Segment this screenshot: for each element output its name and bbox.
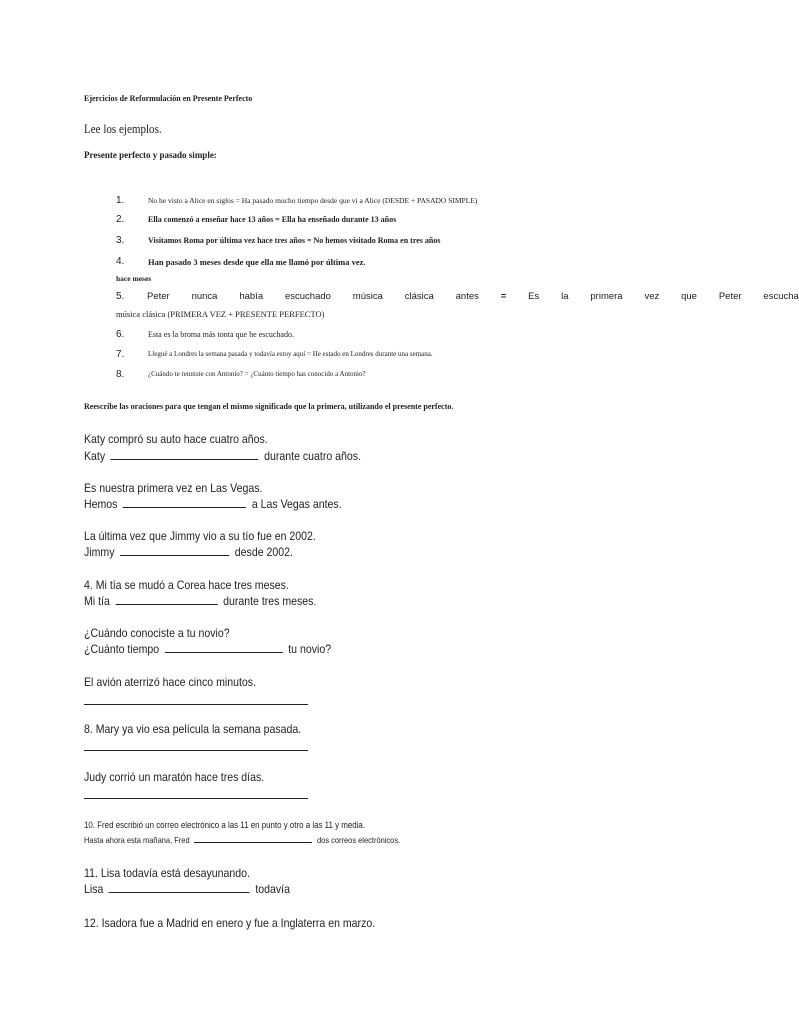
answer-end: dos correos electrónicos.	[316, 835, 401, 845]
answer-start: Katy	[84, 449, 106, 463]
instructions: Reescribe las oraciones para que tengan el mismo significado que la primera, utilizando el presente perfecto.	[84, 402, 454, 411]
answer-start: Hemos	[84, 497, 118, 511]
list-text: ¿Cuándo te reuniste con Antonio? = ¿Cuánto tiempo has conocido a Antonio?	[148, 370, 366, 378]
exercise-prompt: 4. Mi tía se mudó a Corea hace tres meses.	[84, 578, 289, 592]
word: la	[561, 291, 569, 302]
blank-field[interactable]	[111, 459, 259, 460]
exercise-prompt: 12. Isadora fue a Madrid en enero y fue a Inglaterra en marzo.	[84, 916, 376, 930]
exercise-prompt: 8. Mary ya vio esa película la semana pasada.	[84, 722, 302, 736]
exercise-answer-line	[84, 594, 316, 608]
exercise-prompt: Judy corrió un maratón hace tres días.	[84, 770, 265, 784]
word: clásica	[404, 291, 434, 302]
answer-end: a Las Vegas antes.	[251, 497, 342, 511]
list-text: No he visto a Alice en siglos = Ha pasado mucho tiempo desde que vi a Alice (DESDE + PASADO SIMPLE)	[148, 196, 478, 205]
answer-start: Hasta ahora esta mañana, Fred	[84, 835, 190, 845]
answer-end: todavía	[255, 882, 290, 896]
justified-line	[147, 291, 799, 302]
exercise-answer-line	[84, 882, 290, 896]
blank-field[interactable]	[84, 798, 308, 799]
exercise-prompt: 10. Fred escribió un correo electrónico a las 11 en punto y otro a las 11 y media.	[84, 820, 366, 830]
exercise-prompt: 11. Lisa todavía está desayunando.	[84, 866, 250, 880]
word: escuchado	[284, 291, 331, 302]
blank-field[interactable]	[194, 842, 312, 843]
list-item-note: hace meses	[116, 274, 152, 283]
exercise-prompt: Katy compró su auto hace cuatro años.	[84, 432, 268, 446]
answer-end: durante tres meses.	[223, 594, 317, 608]
word: Peter	[147, 291, 170, 302]
list-text: Ella comenzó a enseñar hace 13 años = Ella ha enseñado durante 13 años	[148, 215, 397, 224]
word: Es	[528, 291, 540, 302]
blank-field[interactable]	[115, 604, 217, 605]
exercise-prompt: ¿Cuándo conociste a tu novio?	[84, 626, 230, 640]
exercise-prompt: Es nuestra primera vez en Las Vegas.	[84, 481, 263, 495]
exercise-prompt: La última vez que Jimmy vio a su tío fue en 2002.	[84, 529, 316, 543]
blank-field[interactable]	[165, 652, 283, 653]
list-text: Han pasado 3 meses desde que ella me llamó por última vez.	[148, 257, 366, 267]
word: escucha	[763, 291, 799, 302]
word: había	[239, 291, 264, 302]
blank-field[interactable]	[109, 892, 250, 893]
list-item-continuation: música clásica (PRIMERA VEZ + PRESENTE PERFECTO)	[116, 309, 325, 319]
list-number: 7.	[116, 349, 125, 360]
list-number: 3.	[116, 235, 125, 246]
list-text: Esta es la broma más tonta que he escuchado.	[148, 330, 294, 339]
exercise-answer-line	[84, 449, 361, 463]
word: música	[352, 291, 383, 302]
list-number: 5.	[116, 291, 125, 302]
list-text: Llegué a Londres la semana pasada y todavía estoy aquí = He estado en Londres durante una semana.	[148, 350, 433, 358]
answer-start: Jimmy	[84, 545, 115, 559]
word: que	[681, 291, 697, 302]
answer-start: Lisa	[84, 882, 104, 896]
exercise-answer-line	[84, 835, 400, 845]
intro-text: Lee los ejemplos.	[84, 121, 162, 136]
word: antes	[455, 291, 479, 302]
word: primera	[590, 291, 623, 302]
section-heading: Presente perfecto y pasado simple:	[84, 150, 217, 160]
list-number: 1.	[116, 195, 125, 206]
answer-end: tu novio?	[288, 642, 332, 656]
blank-field[interactable]	[84, 704, 308, 705]
list-number: 4.	[116, 256, 125, 267]
list-number: 2.	[116, 214, 125, 225]
answer-start: ¿Cuánto tiempo	[84, 642, 160, 656]
answer-end: durante cuatro años.	[264, 449, 362, 463]
blank-field[interactable]	[123, 507, 246, 508]
blank-field[interactable]	[84, 750, 308, 751]
answer-start: Mi tía	[84, 594, 110, 608]
answer-end: desde 2002.	[234, 545, 293, 559]
list-text: Visitamos Roma por última vez hace tres años = No hemos visitado Roma en tres años	[148, 236, 441, 245]
word: Peter	[718, 291, 742, 302]
exercise-answer-line	[84, 642, 331, 656]
exercise-answer-line	[84, 545, 293, 559]
word: =	[500, 291, 507, 302]
word: vez	[644, 291, 660, 302]
exercise-prompt: El avión aterrizó hace cinco minutos.	[84, 675, 256, 689]
page-title: Ejercicios de Reformulación en Presente Perfecto	[84, 94, 253, 103]
exercise-answer-line	[84, 497, 342, 511]
blank-field[interactable]	[120, 555, 229, 556]
list-number: 6.	[116, 329, 125, 340]
list-number: 8.	[116, 369, 125, 380]
word: nunca	[191, 291, 218, 302]
